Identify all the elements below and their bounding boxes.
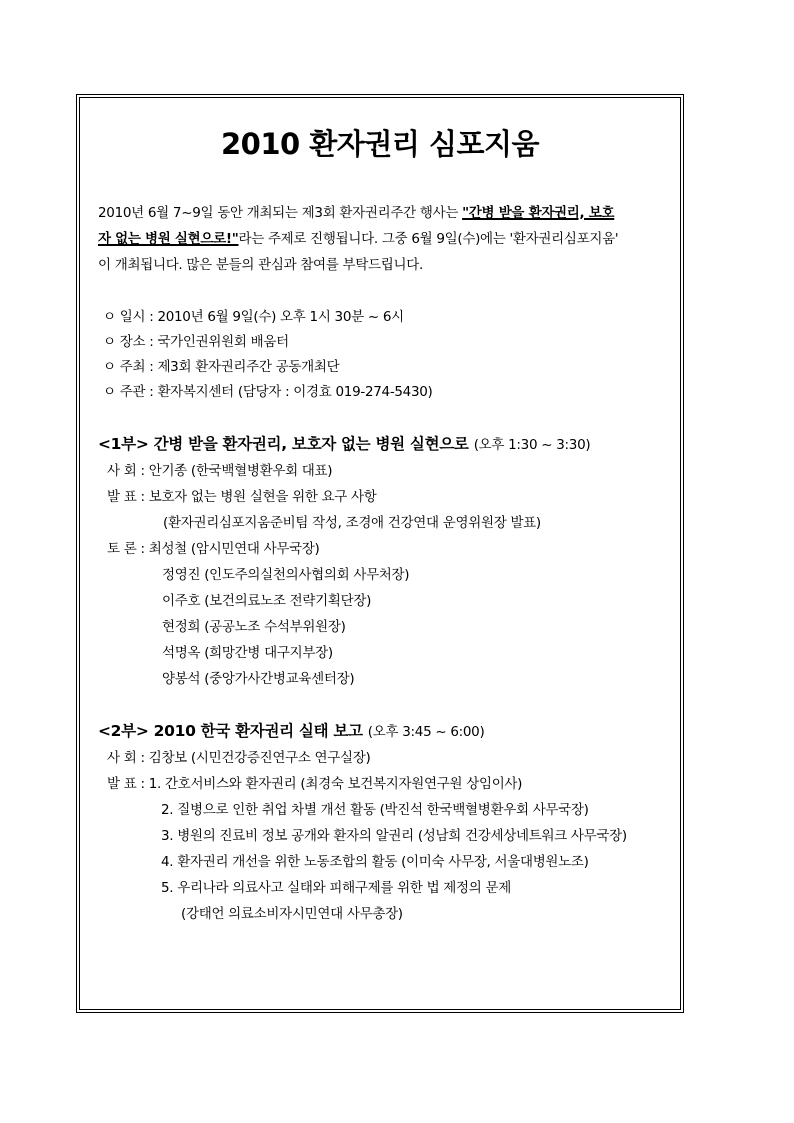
intro-line-1	[98, 204, 614, 222]
part2-moderator: 사 회 : 김창보 (시민건강증진연구소 연구실장)	[107, 750, 371, 766]
intro-text: 라는 주제로 진행됩니다. 그중 6월 9일(수)에는 '환자권리심포지움'	[238, 231, 619, 247]
part1-discussant: 현정희 (공공노조 수석부위원장)	[162, 619, 346, 635]
part2-presentation: 4. 환자권리 개선을 위한 노동조합의 활동 (이미숙 사무장, 서울대병원노조)	[161, 854, 589, 870]
part2-presentation-detail: (강태언 의료소비자시민연대 사무총장)	[181, 906, 403, 922]
info-venue: ㅇ 장소 : 국가인권위원회 배움터	[103, 334, 289, 350]
info-host: ㅇ 주최 : 제3회 환자권리주간 공동개최단	[103, 359, 340, 375]
info-date: ㅇ 일시 : 2010년 6월 9일(수) 오후 1시 30분 ~ 6시	[103, 309, 404, 325]
part2-heading	[98, 721, 484, 742]
part2-time: (오후 3:45 ~ 6:00)	[367, 724, 485, 740]
part1-discussant: 양봉석 (중앙가사간병교육센터장)	[162, 671, 355, 687]
part2-title: <2부> 2010 한국 환자권리 실태 보고	[98, 722, 363, 740]
part2-presentation: 발 표 : 1. 간호서비스와 환자권리 (최경숙 보건복지자원연구원 상임이사)	[107, 776, 523, 792]
part1-presentation-detail: (환자권리심포지움준비팀 작성, 조경애 건강연대 운영위원장 발표)	[163, 515, 541, 531]
part1-discussant: 석명옥 (희망간병 대구지부장)	[162, 645, 333, 661]
part1-title: <1부> 간병 받을 환자권리, 보호자 없는 병원 실현으로	[98, 435, 469, 453]
document-title: 2010 환자권리 심포지움	[220, 127, 540, 161]
intro-line-2	[98, 230, 618, 248]
part2-presentation: 2. 질병으로 인한 취업 차별 개선 활동 (박진석 한국백혈병환우회 사무국장)	[161, 802, 589, 818]
part1-time: (오후 1:30 ~ 3:30)	[473, 437, 591, 453]
part1-discussant: 이주호 (보건의료노조 전략기획단장)	[162, 593, 372, 609]
part1-discussant: 토 론 : 최성철 (암시민연대 사무국장)	[107, 541, 320, 557]
part2-presentation: 3. 병원의 진료비 정보 공개와 환자의 알권리 (성남희 건강세상네트워크 사무국장)	[161, 828, 627, 844]
part1-discussant: 정영진 (인도주의실천의사협의회 사무처장)	[162, 567, 410, 583]
intro-text: 2010년 6월 7~9일 동안 개최되는 제3회 환자권리주간 행사는	[98, 205, 463, 221]
intro-theme: "간병 받을 환자권리, 보호	[462, 205, 615, 221]
part1-moderator: 사 회 : 안기종 (한국백혈병환우회 대표)	[107, 463, 333, 479]
info-organizer: ㅇ 주관 : 환자복지센터 (담당자 : 이경효 019-274-5430)	[103, 384, 433, 400]
part1-presentation: 발 표 : 보호자 없는 병원 실현을 위한 요구 사항	[107, 489, 377, 505]
intro-line-3: 이 개최됩니다. 많은 분들의 관심과 참여를 부탁드립니다.	[98, 257, 423, 273]
part1-heading	[98, 434, 590, 455]
part2-presentation: 5. 우리나라 의료사고 실태와 피해구제를 위한 법 제정의 문제	[161, 880, 511, 896]
intro-theme-cont: 자 없는 병원 실현으로!"	[98, 231, 239, 247]
